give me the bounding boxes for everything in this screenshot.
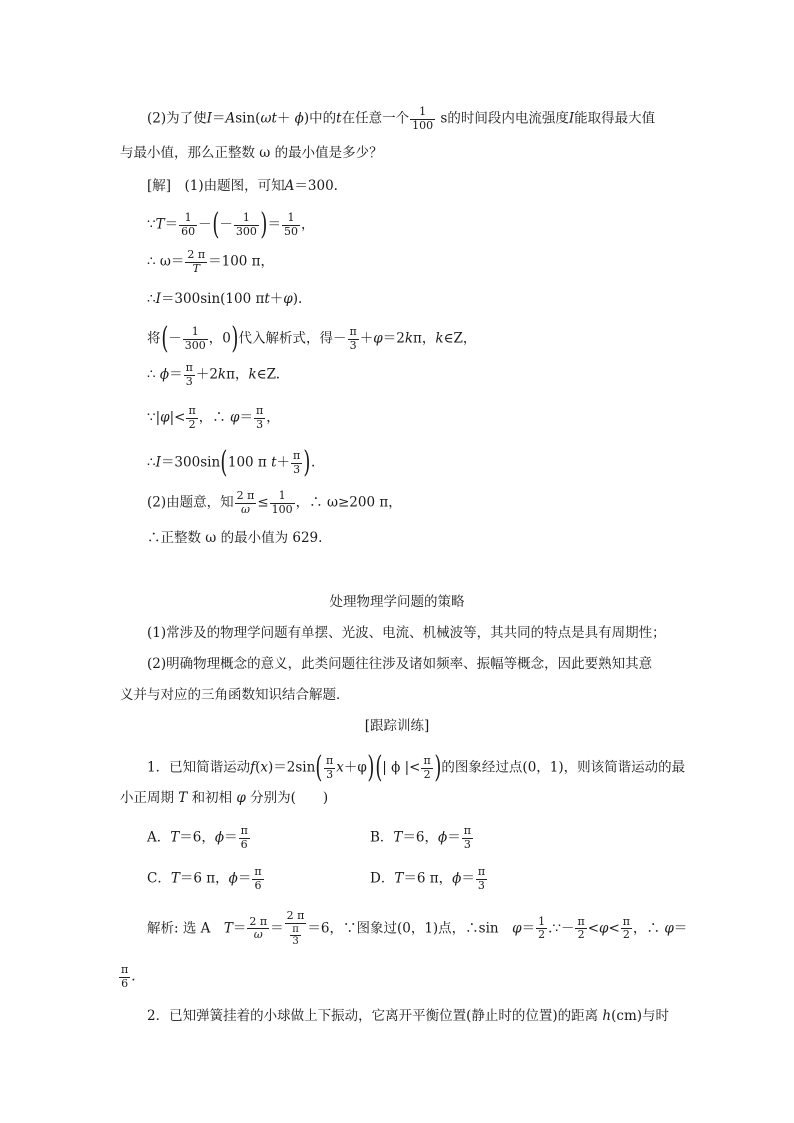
solution-line-10: ∴正整数 ω 的最小值为 629. xyxy=(147,530,323,546)
denominator: 2 xyxy=(188,417,196,431)
numerator: 2 π xyxy=(187,248,206,261)
numerator: π xyxy=(292,923,299,935)
var-t: t xyxy=(271,454,277,471)
text: 解析: 选 A xyxy=(147,920,224,937)
denominator: 3 xyxy=(293,462,301,476)
text: － xyxy=(168,330,182,347)
right-paren: ) xyxy=(260,207,268,242)
var-phi: φ xyxy=(236,790,246,806)
text: ＝300. xyxy=(294,178,338,194)
denominator: 6 xyxy=(254,878,262,892)
text: ∴ xyxy=(147,366,160,383)
fraction xyxy=(291,450,302,476)
denominator: 300 xyxy=(235,224,257,238)
denominator: 2 xyxy=(577,928,585,942)
numerator: π xyxy=(463,824,471,837)
fraction xyxy=(247,916,269,942)
var-phi: ϕ xyxy=(228,870,238,887)
option-label: D． xyxy=(370,870,395,887)
text: ∵| xyxy=(147,409,161,426)
numerator: π xyxy=(577,914,585,928)
text: )中的 xyxy=(303,110,337,127)
var-t: t xyxy=(336,110,342,127)
fraction xyxy=(324,755,335,781)
var-I: I xyxy=(568,110,575,127)
left-paren: ( xyxy=(315,750,323,785)
numerator: 1 xyxy=(538,914,546,928)
text: ＝300sin(100 π xyxy=(160,291,265,307)
fraction xyxy=(234,212,259,238)
var-omega-t: ωt xyxy=(260,110,277,127)
text: 代入解析式，得－ xyxy=(238,330,347,347)
text: － xyxy=(198,216,212,233)
var-phi: φ xyxy=(373,330,383,347)
text: (2)为了使 xyxy=(147,110,207,127)
numerator: π xyxy=(477,865,486,878)
denominator: 6 xyxy=(121,976,129,990)
text: ∵ xyxy=(147,216,156,233)
var-T: T xyxy=(223,920,233,937)
fraction xyxy=(536,916,547,942)
var-phi: ϕ xyxy=(438,829,448,846)
var-A: A xyxy=(284,178,295,194)
numerator: 1 xyxy=(410,106,435,120)
option-b[interactable] xyxy=(370,825,474,851)
numerator: π xyxy=(423,753,431,767)
text: ∈Z， xyxy=(443,330,477,347)
solution-line-1 xyxy=(147,180,338,194)
denominator: 60 xyxy=(181,224,196,238)
var-k: k xyxy=(435,330,444,347)
strategy-paragraph-2b: 义并与对应的三角函数知识结合解题． xyxy=(120,687,350,703)
var-phi: φ xyxy=(160,409,170,426)
denominator: 100 xyxy=(271,502,293,516)
numerator: π xyxy=(349,324,357,338)
fraction xyxy=(290,924,301,948)
text: ∴ xyxy=(147,454,156,471)
solution-line-6 xyxy=(147,362,280,388)
option-c[interactable] xyxy=(147,866,265,892)
training-title: [跟踪训练] xyxy=(364,718,430,734)
var-x: x xyxy=(336,759,344,776)
text: ＝6， xyxy=(402,829,439,846)
strategy-title: 处理物理学问题的策略 xyxy=(329,594,465,610)
solution-line-3 xyxy=(147,249,274,275)
fraction xyxy=(462,825,473,851)
var-phi: ϕ xyxy=(214,829,225,846)
numerator: π xyxy=(240,824,248,837)
fraction xyxy=(119,964,130,990)
text: ，∴ xyxy=(633,920,665,937)
numerator: π xyxy=(254,865,262,878)
text: ＋ xyxy=(276,454,291,471)
solution-line-5 xyxy=(147,321,477,356)
numerator: 2 π xyxy=(236,489,255,502)
var-phi: φ xyxy=(230,409,240,426)
var-A: A xyxy=(225,110,236,127)
text: . xyxy=(311,454,316,471)
text: ， xyxy=(301,216,315,233)
text: ＝2 xyxy=(382,330,405,347)
text: 100 π xyxy=(227,454,272,471)
fraction xyxy=(235,490,257,516)
var-phi: φ xyxy=(512,920,522,937)
var-phi: φ xyxy=(283,291,293,307)
numerator: 1 xyxy=(183,326,208,340)
var-k: k xyxy=(248,366,257,383)
text: 能取得最大值 xyxy=(574,110,656,127)
numerator: π xyxy=(293,448,301,462)
numerator: π xyxy=(188,404,196,417)
numerator: 1 xyxy=(270,490,295,504)
option-label: B． xyxy=(370,829,394,846)
var-phi: φ xyxy=(599,920,609,937)
var-I: I xyxy=(155,291,161,307)
fraction xyxy=(348,326,359,352)
analysis-line-2 xyxy=(118,964,136,990)
var-t: t xyxy=(264,291,270,307)
var-I: I xyxy=(155,454,161,471)
text: ＋ xyxy=(269,291,284,307)
text: ＝ xyxy=(169,366,183,383)
fraction xyxy=(254,405,265,431)
denominator: 6 xyxy=(240,837,248,851)
solution-line-2 xyxy=(147,207,315,242)
text: 和初相 xyxy=(187,790,237,806)
fraction xyxy=(186,405,197,431)
text: | ϕ |< xyxy=(382,759,421,776)
right-paren: ) xyxy=(303,445,311,480)
fraction xyxy=(575,916,586,942)
numerator: π xyxy=(255,404,264,417)
var-T: T xyxy=(178,790,188,806)
var-T: T xyxy=(170,829,180,846)
text: 在任意一个 xyxy=(341,110,410,127)
text: 1．已知简谐运动 xyxy=(147,759,251,776)
right-paren: ) xyxy=(434,750,442,785)
strategy-paragraph-2a: (2)明确物理概念的意义，此类问题往往涉及诸如频率、振幅等概念，因此要熟知其意 xyxy=(147,656,653,672)
numerator: π xyxy=(185,361,193,374)
left-paren: ( xyxy=(211,207,219,242)
denominator: 3 xyxy=(326,767,334,781)
text: [解] (1)由题图，可知 xyxy=(147,178,285,194)
denominator: 2 xyxy=(622,928,630,942)
compound-fraction xyxy=(285,910,307,948)
var-I: I xyxy=(206,110,212,127)
solution-line-8 xyxy=(147,445,316,480)
text: ， xyxy=(266,409,280,426)
left-paren: ( xyxy=(220,445,228,480)
fraction xyxy=(410,106,435,132)
var-k: k xyxy=(217,366,227,383)
fraction xyxy=(184,362,195,388)
denominator: 3 xyxy=(292,936,299,948)
numerator: π xyxy=(326,753,334,767)
text: sin( xyxy=(235,110,261,127)
text: < xyxy=(608,920,620,937)
text: ＝6 π， xyxy=(179,870,229,887)
text: ). xyxy=(292,291,303,307)
strategy-paragraph-1: (1)常涉及的物理学问题有单摆、光波、电流、机械波等，其共同的特点是具有周期性； xyxy=(147,625,666,641)
var-phi: φ xyxy=(664,920,674,937)
denominator: 3 xyxy=(477,878,485,892)
solution-line-7 xyxy=(147,405,280,431)
fraction xyxy=(421,755,432,781)
denominator: 3 xyxy=(463,837,471,851)
text: ＝ xyxy=(447,829,461,846)
numerator: 1 xyxy=(179,212,197,226)
numerator: 1 xyxy=(234,212,259,226)
numerator: π xyxy=(121,963,129,976)
fraction xyxy=(270,490,295,516)
text: ，∴ xyxy=(198,409,230,426)
text: 小正周期 xyxy=(120,790,179,806)
text: 分别为( ) xyxy=(245,790,329,806)
fraction xyxy=(183,326,208,352)
text: 2．已知弹簧挂着的小球做上下振动，它离开平衡位置(静止时的位置)的距离 xyxy=(147,1008,603,1024)
var-phi: ϕ xyxy=(294,110,304,127)
text: ＋2 xyxy=(195,366,218,383)
solution-line-4 xyxy=(147,293,302,307)
right-paren: ) xyxy=(367,750,375,785)
numerator: 1 xyxy=(282,212,300,226)
denominator xyxy=(285,924,307,948)
denominator: 3 xyxy=(185,374,193,388)
text: 将 xyxy=(147,330,161,347)
text: ＋ xyxy=(359,330,374,347)
text: ＝300sin xyxy=(160,454,221,471)
denominator: 100 xyxy=(412,118,434,132)
left-paren: ( xyxy=(374,750,382,785)
var-h: h xyxy=(602,1008,612,1024)
numerator: π xyxy=(622,914,631,928)
text: ＝ xyxy=(267,216,282,233)
text: ，0 xyxy=(208,330,231,347)
solution-line-9 xyxy=(147,490,402,516)
var-T: T xyxy=(393,829,403,846)
analysis-line-1 xyxy=(147,910,687,948)
text: ＝6，∵图象过(0，1)点，∴sin xyxy=(307,920,513,937)
denominator: ω xyxy=(241,502,250,516)
text: ＝ xyxy=(232,920,247,937)
text: ，∴ ω≥200 π， xyxy=(295,494,402,511)
var-T: T xyxy=(155,216,165,233)
denominator: 2 xyxy=(538,928,546,942)
text: ＝ xyxy=(270,920,284,937)
text: ＋φ xyxy=(343,759,367,776)
numerator: 2 π xyxy=(249,914,268,928)
left-paren: ( xyxy=(160,321,168,356)
text: ∴ xyxy=(147,291,156,307)
denominator: 2 xyxy=(423,767,431,781)
text: ∈Z. xyxy=(256,366,281,383)
text: s的时间段内电流强度 xyxy=(436,110,569,127)
text: < xyxy=(587,920,600,937)
text: (2)由题意，知 xyxy=(147,494,234,511)
question-2-line-2: 与最小值，那么正整数 ω 的最小值是多少？ xyxy=(120,145,383,161)
text: － xyxy=(219,216,233,233)
text: ( xyxy=(255,759,261,776)
fraction xyxy=(252,866,263,892)
fraction xyxy=(185,249,207,275)
text: ≤ xyxy=(257,494,269,511)
text: π， xyxy=(226,366,249,383)
text: ＝6 π， xyxy=(403,870,453,887)
fraction xyxy=(282,212,300,238)
text: ＝ xyxy=(461,870,475,887)
var-T: T xyxy=(170,870,180,887)
text: .∵－ xyxy=(548,920,575,937)
option-d[interactable] xyxy=(370,866,488,892)
text: ＝ xyxy=(237,870,252,887)
text: ＝ xyxy=(673,920,688,937)
text: ∴ ω＝ xyxy=(147,253,185,270)
text: ＝ xyxy=(239,409,253,426)
text: ＝ xyxy=(211,110,226,127)
numerator: 2 π xyxy=(286,909,305,922)
denominator: 3 xyxy=(256,417,264,431)
option-a[interactable] xyxy=(147,825,251,851)
text: ＝ xyxy=(224,829,238,846)
var-phi: ϕ xyxy=(452,870,462,887)
var-T: T xyxy=(394,870,404,887)
var-f: f xyxy=(250,759,256,776)
denominator: ω xyxy=(253,928,263,942)
question-2-line-1 xyxy=(147,106,655,132)
right-paren: ) xyxy=(231,321,239,356)
denominator: 50 xyxy=(284,224,299,238)
training-question-2-line-1 xyxy=(147,1010,669,1024)
text: )＝2sin xyxy=(268,759,316,776)
training-question-1-line-2 xyxy=(120,792,328,806)
fraction xyxy=(476,866,487,892)
text: ＝ xyxy=(521,920,536,937)
text: ＝ xyxy=(164,216,179,233)
fraction xyxy=(239,825,250,851)
text: π， xyxy=(413,330,436,347)
text: ＋ xyxy=(276,110,295,127)
option-label: A． xyxy=(147,829,171,846)
text: (cm)与时 xyxy=(611,1008,670,1024)
denominator: 300 xyxy=(184,338,206,352)
text: 的图象经过点(0，1)，则该简谐运动的最 xyxy=(441,759,686,776)
text: . xyxy=(131,968,136,985)
text: |< xyxy=(169,409,186,426)
var-k: k xyxy=(404,330,413,347)
text: ＝100 π， xyxy=(208,253,275,270)
training-question-1-line-1 xyxy=(147,750,686,785)
fraction xyxy=(621,916,632,942)
option-label: C． xyxy=(147,870,171,887)
denominator: 3 xyxy=(349,338,357,352)
var-phi: ϕ xyxy=(159,366,170,383)
var-x: x xyxy=(260,759,268,776)
text: ＝6， xyxy=(179,829,215,846)
denominator: T xyxy=(192,261,200,275)
fraction xyxy=(179,212,197,238)
